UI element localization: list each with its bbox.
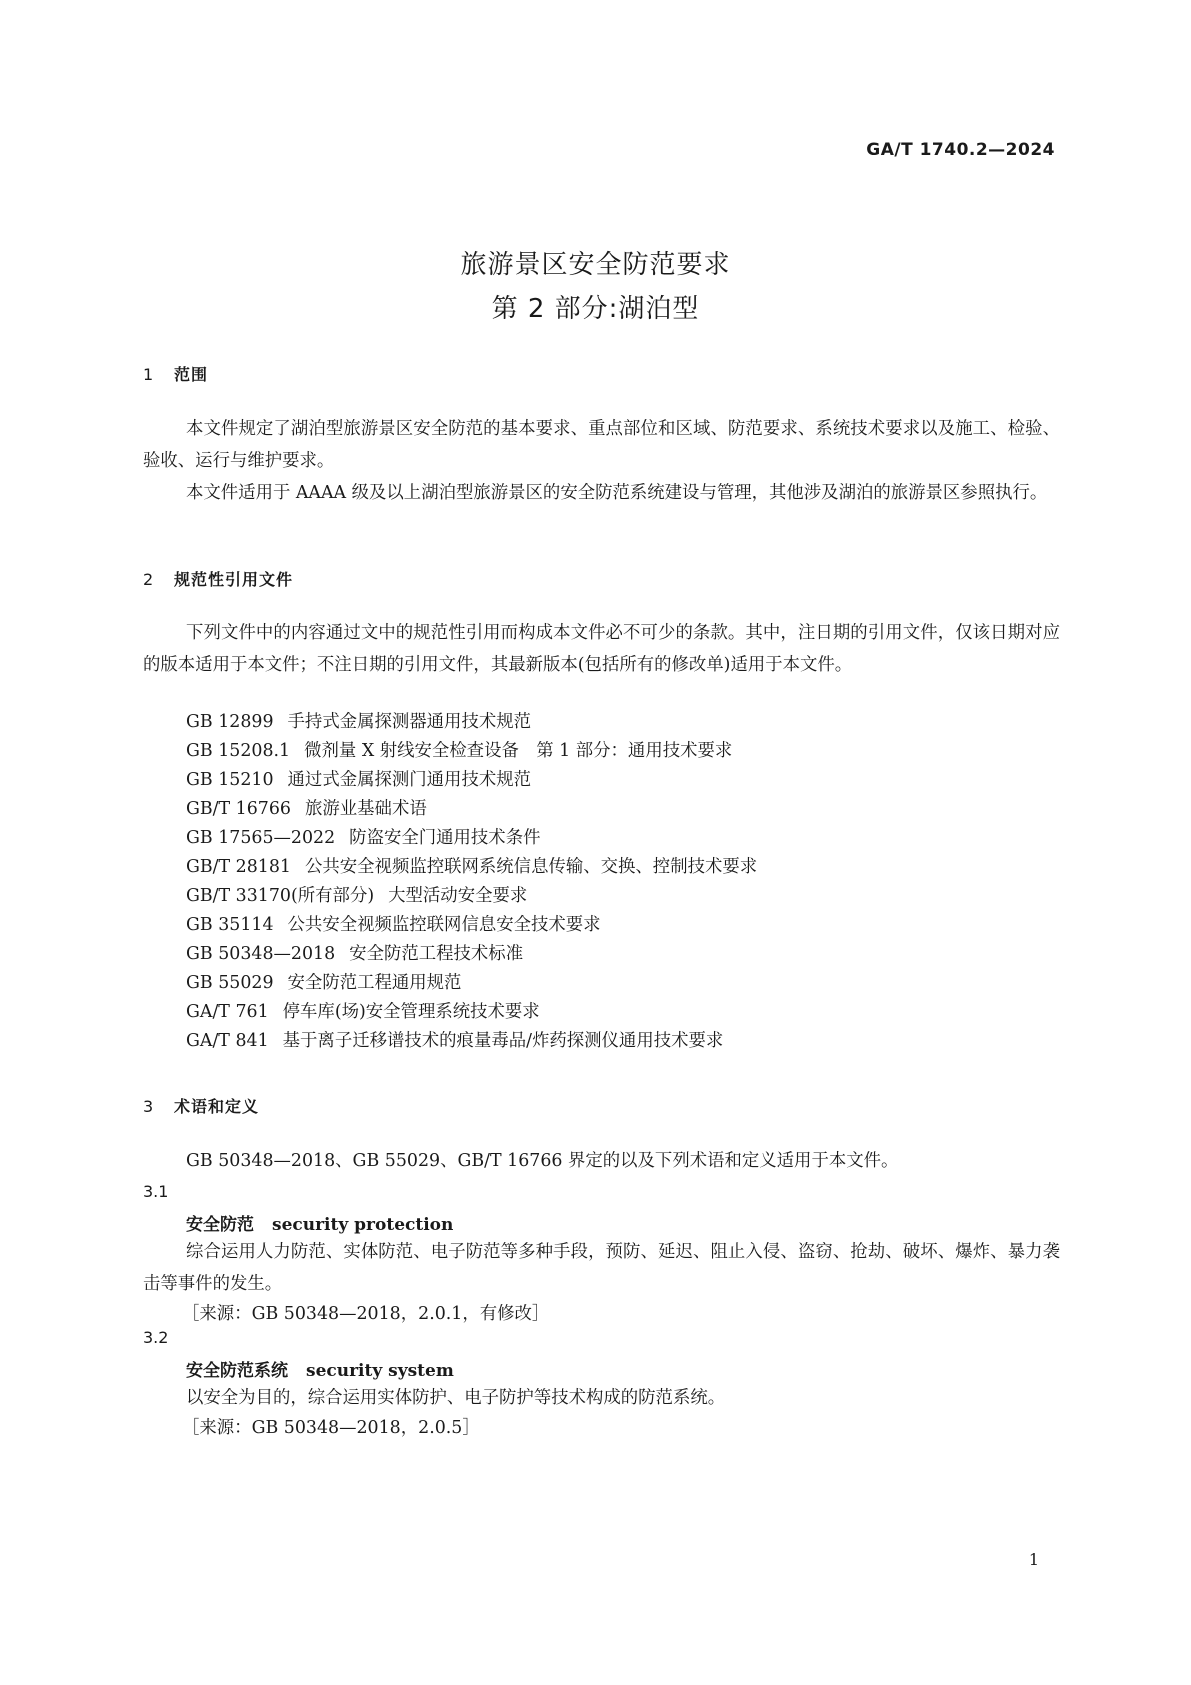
reference-title: 大型活动安全要求 <box>388 886 528 906</box>
term-definition: 以安全为目的，综合运用实体防护、电子防护等技术构成的防范系统。 <box>186 1388 726 1408</box>
section-heading-normative-references <box>143 567 293 590</box>
reference-code: GB 50348—2018 <box>186 944 336 964</box>
reference-title: 基于离子迁移谱技术的痕量毒品/炸药探测仪通用技术要求 <box>282 1031 724 1051</box>
term-chinese: 安全防范 <box>186 1215 254 1235</box>
reference-title: 防盗安全门通用技术条件 <box>349 828 541 848</box>
terms-intro: GB 50348—2018、GB 55029、GB/T 16766 界定的以及下列术语和定义适用于本文件。 <box>186 1151 899 1171</box>
reference-item <box>186 997 540 1027</box>
reference-title: 安全防范工程技术标准 <box>349 944 524 964</box>
reference-code: GB/T 33170(所有部分) <box>186 886 375 906</box>
scope-paragraph-2: 本文件适用于 AAAA 级及以上湖泊型旅游景区的安全防范系统建设与管理，其他涉及湖泊的旅游景区参照执行。 <box>186 483 1048 503</box>
reference-title: 微剂量 X 射线安全检查设备 第 1 部分：通用技术要求 <box>304 741 733 761</box>
term-source: ［来源：GB 50348—2018，2.0.1，有修改］ <box>182 1304 550 1324</box>
section-title: 术语和定义 <box>174 1097 260 1116</box>
reference-item <box>186 765 531 795</box>
section-heading-scope <box>143 362 208 385</box>
reference-item <box>186 939 523 969</box>
scope-paragraph-1: 本文件规定了湖泊型旅游景区安全防范的基本要求、重点部位和区域、防范要求、系统技术要求以及施工、检验、验收、运行与维护要求。 <box>143 419 1060 471</box>
references-intro: 下列文件中的内容通过文中的规范性引用而构成本文件必不可少的条款。其中，注日期的引用文件，仅该日期对应的版本适用于本文件；不注日期的引用文件，其最新版本(包括所有的修改单)适用于本文件。 <box>143 623 1060 675</box>
reference-item <box>186 736 732 766</box>
reference-title: 安全防范工程通用规范 <box>287 973 462 993</box>
reference-item <box>186 910 601 940</box>
term-heading <box>186 1210 453 1235</box>
reference-title: 公共安全视频监控联网系统信息传输、交换、控制技术要求 <box>304 857 758 877</box>
term-number: 3.1 <box>143 1182 169 1201</box>
term-definition: 综合运用人力防范、实体防范、电子防范等多种手段，预防、延迟、阻止入侵、盗窃、抢劫、破坏、爆炸、暴力袭击等事件的发生。 <box>143 1242 1060 1294</box>
document-title: 旅游景区安全防范要求 <box>460 250 731 280</box>
reference-title: 旅游业基础术语 <box>304 799 427 819</box>
term-number: 3.2 <box>143 1328 169 1347</box>
reference-item <box>186 1026 723 1056</box>
document-subtitle: 第 2 部分:湖泊型 <box>491 294 700 324</box>
reference-item <box>186 794 427 824</box>
reference-item <box>186 707 531 737</box>
reference-code: GB 15210 <box>186 770 274 790</box>
reference-code: GB 12899 <box>186 712 274 732</box>
reference-code: GB 35114 <box>186 915 274 935</box>
reference-code: GA/T 841 <box>186 1031 269 1051</box>
reference-item <box>186 823 540 853</box>
reference-code: GB 55029 <box>186 973 274 993</box>
section-title: 规范性引用文件 <box>174 570 294 589</box>
reference-title: 公共安全视频监控联网信息安全技术要求 <box>287 915 601 935</box>
section-heading-terms <box>143 1094 259 1117</box>
term-chinese: 安全防范系统 <box>186 1361 288 1381</box>
reference-code: GB/T 28181 <box>186 857 291 877</box>
section-number: 1 <box>143 365 155 384</box>
section-number: 2 <box>143 570 155 589</box>
reference-code: GB 15208.1 <box>186 741 291 761</box>
reference-title: 停车库(场)安全管理系统技术要求 <box>282 1002 540 1022</box>
reference-item <box>186 852 757 882</box>
term-source: ［来源：GB 50348—2018，2.0.5］ <box>182 1418 480 1438</box>
section-number: 3 <box>143 1097 155 1116</box>
term-heading <box>186 1356 454 1381</box>
reference-title: 通过式金属探测门通用技术规范 <box>287 770 532 790</box>
reference-item <box>186 881 527 911</box>
reference-title: 手持式金属探测器通用技术规范 <box>287 712 532 732</box>
reference-code: GB 17565—2022 <box>186 828 336 848</box>
reference-code: GA/T 761 <box>186 1002 269 1022</box>
page-number: 1 <box>1028 1550 1039 1569</box>
reference-code: GB/T 16766 <box>186 799 291 819</box>
reference-item <box>186 968 461 998</box>
term-english: security protection <box>272 1215 454 1235</box>
standard-code: GA/T 1740.2—2024 <box>866 140 1055 160</box>
term-english: security system <box>306 1361 454 1381</box>
section-title: 范围 <box>174 365 209 384</box>
